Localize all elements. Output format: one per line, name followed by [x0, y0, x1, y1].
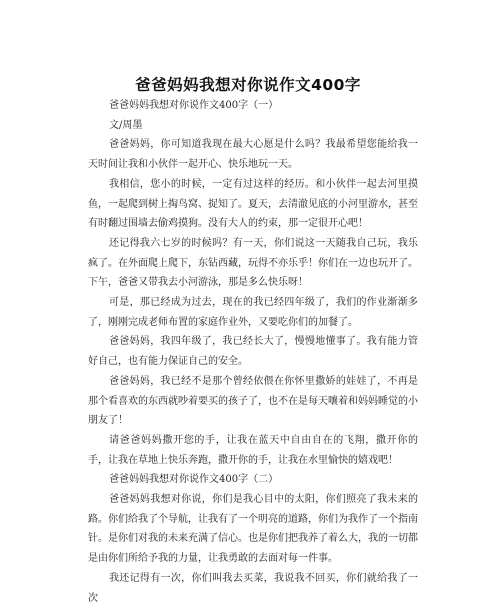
- paragraph: 请爸爸妈妈撒开您的手，让我在蓝天中自由自在的飞翔，撒开你的手，让我在草地上快乐奔跑，撒开你的手，让我在水里愉快的嬉戏吧！: [88, 434, 418, 466]
- paragraph: 爸爸妈妈我想对你说作文400字（二）: [109, 474, 279, 486]
- paragraph: 文/周墨: [109, 119, 143, 131]
- paragraph: 可是，那已经成为过去，现在的我已经四年级了，我们的作业渐渐多了，刚刚完成老师布置的家庭作业外，又要吃你们的加餐了。: [88, 297, 418, 328]
- document-title: 爸爸妈妈我想对你说作文400字: [135, 76, 361, 94]
- paragraph: 爸爸妈妈，我四年级了，我已经长大了，慢慢地懂事了。我有能力管好自己，也有能力保证自己的安全。: [88, 336, 418, 368]
- paragraph: 我还记得有一次，你们叫我去买菜，我说我不回买，你们就给我了一次: [88, 572, 418, 604]
- paragraph: 爸爸妈妈我想对你说作文400字（一）: [109, 100, 279, 111]
- document-body: [88, 96, 418, 608]
- paragraph: 爸爸妈妈我想对你说，你们是我心目中的太阳，你们照亮了我未来的路。你们给我了个导航，让我有了一个明亮的道路，你们为我作了一个指南针。是你们对我的未来充满了信心。也是你们把我养了着么大，我的一切都是由你们所给予我的力量，让我勇敢的去面对每一件事。: [88, 494, 418, 565]
- paragraph: 爸爸妈妈，你可知道我现在最大心愿是什么吗？我最希望您能给我一天时间让我和小伙伴一起开心、快乐地玩一天。: [88, 139, 418, 171]
- paragraph: 我相信，您小的时候，一定有过这样的经历。和小伙伴一起去河里摸鱼，一起爬到树上掏鸟窝、捉知了。夏天，去清澈见底的小河里游水，甚至有时翻过围墙去偷鸡摸狗。没有大人的约束，那一定很开心吧！: [88, 178, 418, 230]
- paragraph: 还记得我六七岁的时候吗？有一天，你们说这一天随我自己玩，我乐疯了。在外面爬上爬下，东钻西藏，玩得不亦乐乎！你们在一边也玩开了。下午，爸爸又带我去小河游泳，那是多么快乐呀！: [88, 237, 418, 289]
- paragraph: 爸爸妈妈，我已经不是那个曾经依偎在你怀里撒娇的娃娃了，不再是那个看喜欢的东西就吵着要买的孩子了，也不在是每天嚷着和妈妈睡觉的小朋友了！: [88, 375, 418, 427]
